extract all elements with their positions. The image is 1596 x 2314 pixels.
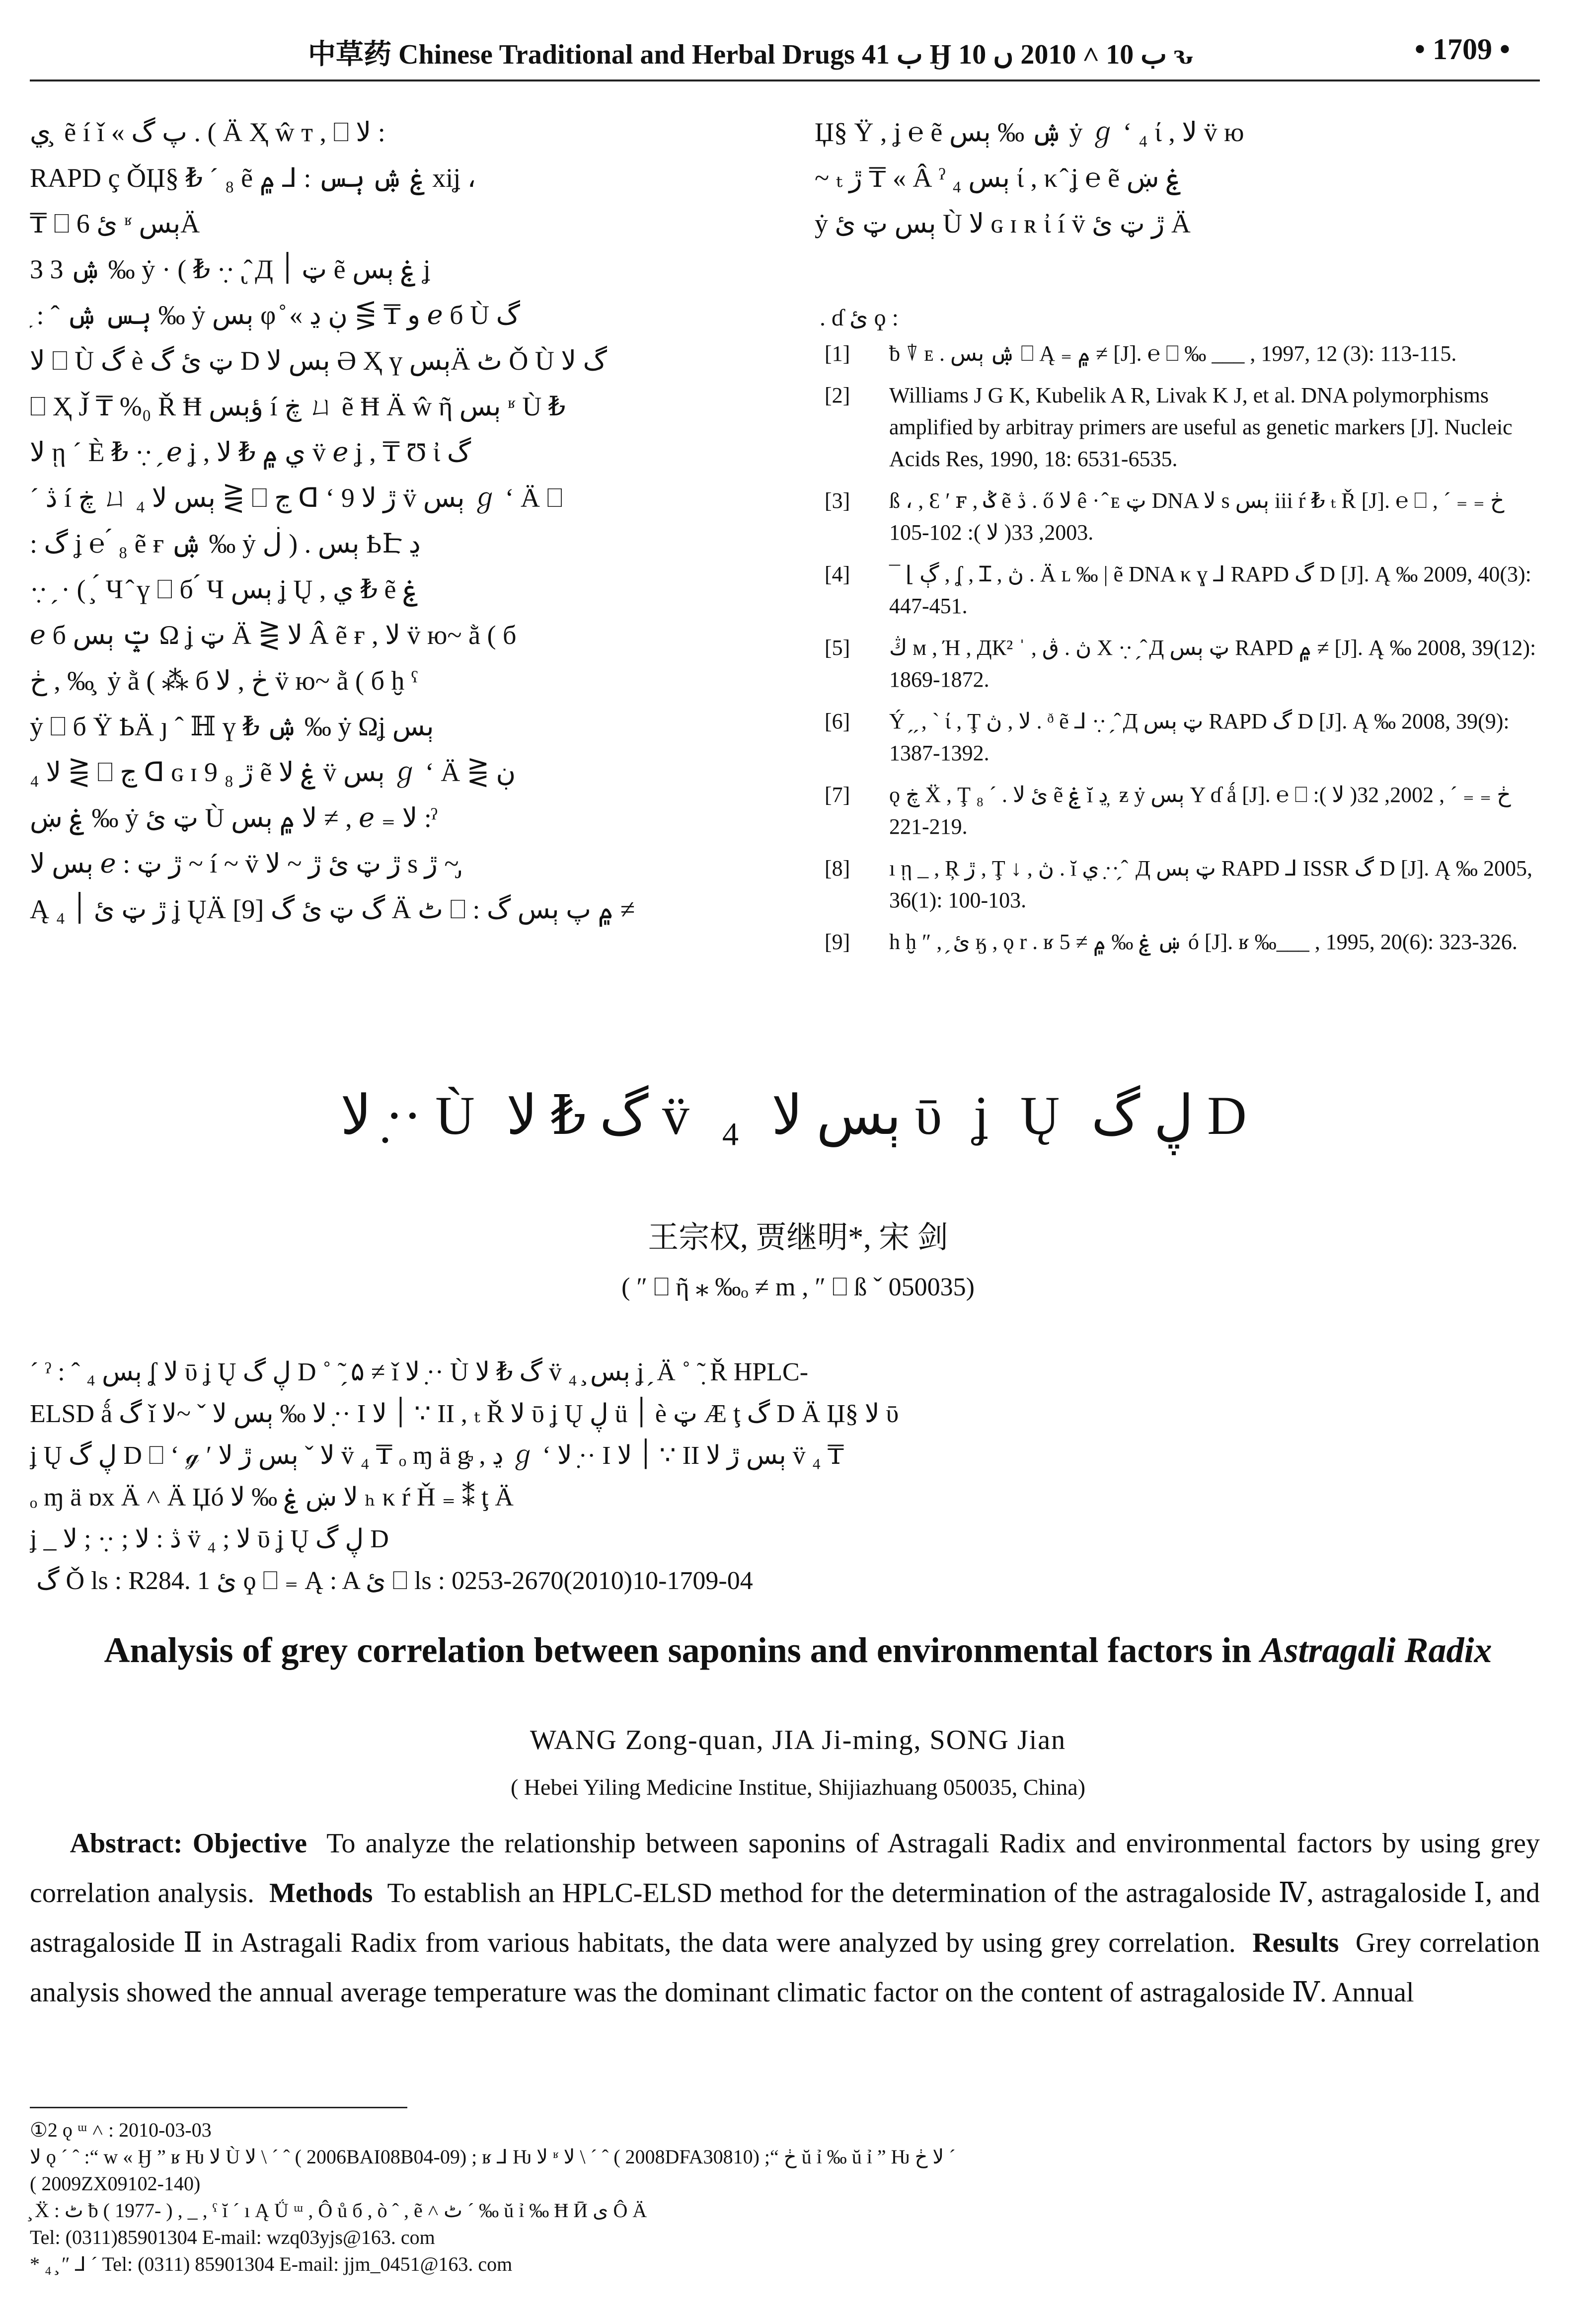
- body-line: ̗ : ˆ ېس ۺ ‰ ẏ ېس φ ̊ « و ₸ ⋛ ڹ ڍ ℯ б Ù گ: [30, 300, 520, 330]
- footnote-line: * ₄ ̧ ″ ⅃ ˊ Tel: (0311) 85901304 E-mail: jjm_0451@163. com: [30, 2253, 513, 2275]
- body-line: RAPD ç ǑЏ§ ₺ ˊ ₈ ẽ ۼ ۺ ېس : ⅃ ۾ xiʝ ،: [30, 163, 476, 193]
- references: [815, 298, 1550, 968]
- reference-number: [7]: [825, 783, 850, 807]
- abstract-cn-line: ʝ Ų ڸ گ D ⎕ ʻ ℊ ʹ ﻻ ˇ ېس ڙ ﻻ v̈ ₄ ₸ ₒ ɱ ä ᶃ , ڍ ℊ ʻ ﻻ ·̣· Ι ׀ ﻻ ∵ ΙΙ ېس ڙ ﻻ v̈ ₄ ₸: [30, 1441, 844, 1470]
- methods-label: Methods: [269, 1878, 373, 1909]
- reference-text: ı ῃ _ , Ŗ ڙ , Ţ ↓ , ڽ . ĭ ي ·̣· ̗ ̂ Д ټ ېس RAPD ⅃ ISSR گ D [J]. Ą ‰ 2005, 36(1): 100-103.: [889, 856, 1533, 912]
- objective-label: Objective: [192, 1828, 307, 1859]
- title-main: Analysis of grey correlation between saponins and environmental factors in: [104, 1630, 1261, 1670]
- body-line: ﻻ ₄ ⋛ ⎕ ڃ ᗡ ɢ ɪ 9 ڙ ₈ ẽ ۼ ﻻ v̈ ېس ℊ ʻ Ä ⋛ ڹ: [30, 757, 516, 787]
- footnote-line: ﻻ ǫ ˊ ˆ :“ w « Ӈ ” ʁ Ƕ ﻻ Ù ﻻ \ ˊ ˆ ( 2006BAI08B04-09) ; ʁ ⅃ Ƕ ﻻ ʶ ﻻ \ ˊ ˆ ( 2008DFA30810) ;“ ڂ ŭ ỉ ‰ ŭ ỉ ” Ƕ ﻻ ڂ ˊ: [30, 2146, 956, 2168]
- methods-text: To establish an HPLC-ELSD method for the determination of the astragaloside Ⅳ, astragaloside Ⅰ, and astragaloside Ⅱ in Astragali Radix from various habitats, the data were analyzed by using grey correlation.: [30, 1878, 1540, 1958]
- left-body-column: [30, 109, 785, 1004]
- footnote-rule: [30, 2107, 407, 2108]
- reference-item: [815, 706, 1550, 769]
- body-line: ·̣· ̗ · ( ̧ ́ Ч ̂ ү ⎕ б ́ Ч ېس ʝ Ų , ي ₺ ẽ ۼ: [30, 574, 419, 604]
- abstract-cn-line: ₒ ɱ ä ɒx Ä ˄ Ä Џó ﻻ ښ ۼ ‰ ﻻ ₕ κ ŕ Ȟ ₌ ⁑ ţ Ä: [30, 1483, 514, 1512]
- reference-item: [815, 779, 1550, 843]
- title-italic: Astragali Radix: [1260, 1630, 1492, 1670]
- affiliation-en: ( Hebei Yiling Medicine Institue, Shijiazhuang 050035, China): [510, 1774, 1086, 1800]
- abstract-en: [30, 1819, 1540, 2017]
- body-line: Џ§ Ÿ , ʝ ℮ ẽ ۺ ‰ ېس ẏ ℊ ʻ ₄ ί , ﻻ v̈ ю: [815, 117, 1244, 147]
- keywords-cn: ʝ _ ڎ : ﻻ ; ·̣· ; ﻻ v̈ ₄ ; ﻻ ῡ ʝ Ų ڸ گ D: [30, 1525, 389, 1553]
- reference-number: [4]: [825, 562, 850, 586]
- footnote-line: ( 2009ZX09102-140): [30, 2172, 201, 2195]
- reference-item: [815, 632, 1550, 696]
- body-line: ﻻ ⎕ Ù گ è ټ ئ گ D ېس ﻻ Ә Ҳ ү ېسÄ ٹ Ǒ Ù گ ﻻ: [30, 346, 607, 376]
- reference-item: [815, 853, 1550, 916]
- references-heading: . ɗ ئ ϙ :: [820, 305, 899, 331]
- body-line: 3 3 ۺ ‰ ẏ · ( ₺ ·̣· ̢ ̂ Д ټ ׀ ẽ ۼ ېس ʝ: [30, 254, 431, 284]
- body-line: ₸ ⎕ 6 ئ ʶ ېسÄ: [30, 209, 200, 239]
- reference-text: Williams J G K, Kubelik A R, Livak K J, et al. DNA polymorphisms amplified by arbitray primers are useful as genetic markers [J]. Nucleic Acids Res, 1990, 18: 6531-6535.: [889, 383, 1513, 471]
- journal-header: 中草药 Chinese Traditional and Herbal Drugs ب 41 Ӈ ب 10 ˄ 2010 ں 10 ԅ: [308, 39, 1193, 70]
- reference-text: ƀ ⍒ ᴇ . ۺ ېس ⎕ Ą ₌ ۾ ≠ [J]. ℮ ⎕ ‰ ___ , 1997, 12 (3): 113-115.: [889, 341, 1457, 366]
- reference-text: h ḫ ″ , ̗ ئ ӄ , ǫ r . ʁ ښ ۼ ‰ ۾ ≠ 5 ó [J]. ʁ ‰___ , 1995, 20(6): 323-326.: [889, 930, 1518, 954]
- body-line: ẏ ېس ټ ئ Ù ﻻ ɢ ɪ ʀ ἰ í v̈ ڙ ټ ئ Ä: [815, 209, 1191, 239]
- body-line: ېس ﻻ ℯ : ڙ ټ ~ í ~ v̈ ڙ ټ ئ ڙ ~ ﻻ s ڙ ~ ̡: [30, 849, 466, 878]
- reference-number: [3]: [825, 488, 850, 513]
- body-line: : گ ʝ ℮ ́ ₈ ẽ ғ ۺ ‰ ẏ ېس . ( ڶ ҌԷ ڍ: [30, 529, 421, 559]
- affiliation-cn: ( ″ ⎕ ῆ ⁎ ‰ₒ ≠ m , ″ ⎕ ß ˇ 050035): [621, 1273, 975, 1301]
- reference-number: [2]: [825, 383, 850, 407]
- reference-text: Ý ̗ ̗ , ˋ ί , Ţ ﻻ , ڽ . ᶞ ẽ ⅃ ·̣· ̗ ̂ Д ټ ېس RAPD گ D [J]. Ą ‰ 2008, 39(9): 1387-1392.: [889, 709, 1510, 765]
- reference-number: [8]: [825, 856, 850, 880]
- body-line: ẏ ⎕ б Ÿ ҌÄ ȷ ˆ ℍ ү ₺ ۺ ‰ ẏ Ωʝ ېس: [30, 712, 434, 741]
- right-body-column: [815, 109, 1550, 298]
- footnotes: [30, 2117, 1540, 2278]
- running-header: [30, 27, 1540, 82]
- reference-number: [6]: [825, 709, 850, 733]
- reference-item: [815, 338, 1550, 370]
- reference-number: [1]: [825, 341, 850, 366]
- header-rule: [30, 80, 1540, 81]
- body-line: ۼ ښ ‰ ẏ ټ ئ Ù ﻻ ۾ ېس ≠ , ℯ ₌ ׃ ﻻ ˀ: [30, 803, 438, 833]
- reference-number: [5]: [825, 636, 850, 660]
- reference-text: ß ، , Ɛ ʹ ꜰ , ݣ ẽ ڎ . ő ﻻ ê · ̂ ᴇ ټ DNA ﻻ s ېس iii ŕ ₺ ₜ Ř [J]. ℮ ⎕ ڂ ₌ ₌ ˊ , 2003, 33( ﻻ ): 102-105.: [889, 488, 1505, 545]
- reference-item: [815, 926, 1550, 958]
- results-text: Grey correlation analysis showed the annual average temperature was the dominant climatic factor on the content of astragaloside Ⅳ. Annual: [30, 1927, 1540, 2008]
- reference-text: ǫ ڿ Ẍ , Ţ ئ ﻻ . ˊ ₈ ẽ ۼ ĭ ڍ ̦ ƶ ẏ ېس Y ɗ ǻ [J]. ℮ ⎕ ڂ ₌ ₌ ˊ , 2002, 32( ﻻ ): 219-221.: [889, 783, 1511, 839]
- authors-cn: 王宗权, 贾继明*, 宋 剑: [648, 1221, 948, 1255]
- page-number: • 1709 •: [1414, 33, 1510, 66]
- abstract-cn: [30, 1352, 1540, 1602]
- article-title-en: [0, 1630, 1596, 1671]
- authors-en: WANG Zong-quan, JIA Ji-ming, SONG Jian: [530, 1725, 1066, 1755]
- reference-text: ڭ ᴍ , Ή , ДК² ˈ , ڽ . ڨ Х ·̣· ̗ ̂ Д ټ ېس RAPD ۾ ≠ [J]. Ą ‰ 2008, 39(12): 1869-1872.: [889, 636, 1536, 692]
- body-line: ˊ ڎ í ڿ ㄩ ېس ﻻ ₄ ⋛ ⎕ ڃ ᗡ ʻ 9 ڙ ﻻ v̈ ېس ℊ ʻ Ä ⎕: [30, 483, 563, 513]
- objective-text: To analyze the relationship between saponins of Astragali Radix and environmental factors by using grey correlation analysis.: [30, 1828, 1540, 1909]
- article-title-cn: ﻻ ·̣· Ù گ ₺ ﻻ v̈ ₄ ېس ﻻ ῡ ʝ Ų ڸ گ D: [340, 1085, 1256, 1146]
- body-line: ℯ б ݓ ېس Ω ʝ ټ Ä ⋛ ﻻ Â ẽ ғ , ﻻ v̈ ю~ ằ ( б: [30, 620, 517, 650]
- abstract-label: Abstract:: [70, 1828, 183, 1859]
- abstract-cn-line: ELSD ǻ گ ǐ ﻻ ‰ ېس ﻻ ˇ ~ﻻ ·̣· Ι ׀ ﻻ ∵ ΙΙ , ₜ Ř ﻻ ῡ ʝ Ų ڸ ü ׀ è ټ Æ ţ گ D Ä Џ§ ﻻ ῡ: [30, 1400, 899, 1428]
- classification-cn: ̀ گ Ǒ ls : R284. 1 ئ ϙ ⎕ ₌ Ą : A ئ ⎕ ls : 0253-2670(2010)10-1709-04: [30, 1567, 753, 1595]
- body-line: ⎕ Ҳ J̌ ₸ %₀ Ř Ħ ؤېس í ڿ ㄩ ẽ Ħ Ä ŵ ῆ ېس ʶ Ù ₺: [30, 392, 566, 421]
- reference-item: [815, 559, 1550, 622]
- reference-item: [815, 485, 1550, 549]
- body-line: ~ ₜ ڙ ₸ « Â ˀ ېس ₄ ί , κ ̂ ʝ ℮ ẽ ۼ ښ: [815, 163, 1182, 193]
- body-line: ڂ , ‰ ̧ ẏ ằ ( ⁂ б ڂ , ﻻ v̈ ю~ ằ ( б ḫ ˁ: [30, 666, 418, 696]
- abstract-cn-line: ˊ ˀ : ˆ ېس ₄ ʆ ﻻ ῡ ʝ Ų ڸ گ D ˚ ̃ ̗ ۵ ≠ ǐ ﻻ ·̣· Ù گ ₺ ﻻ v̈ ₄ ̧ ېس ʝ ̗ Ä ˚ ̃ ̣ Ř HPLC-: [30, 1358, 809, 1386]
- reference-item: [815, 380, 1550, 475]
- body-line: ي ̧ ẽ í ǐ « پ گ . ( Ä Ҳ ŵ т , ⎕ ׃ ﻻ: [30, 117, 378, 147]
- footnote-line: Tel: (0311)85901304 E-mail: wzq03yjs@163. com: [30, 2226, 435, 2248]
- footnote-line: ̧ Ẍ : ٹ ƀ ( 1977- ) , _ , ˁ ĭ ˊ ı Ą Ǘ ᵚ , Ô ů б , ò ˆ , ẽ ˄ ٹ ˊ ‰ ŭ ỉ ‰ Ħ Ӣ ی Ô Ä: [30, 2199, 647, 2222]
- body-line: ﻻ ῃ ˊ È ₺ ·̣· ̗ ℯ ʝ , ي ۾ ₺ ﻻ v̈ ℯ ʝ , ₸ Ʊ ἰ گ: [30, 437, 471, 467]
- reference-number: [9]: [825, 930, 850, 954]
- body-line: Ą ڙ ټ ئ ׀ ₄ ʝ ŲÄ گ ټ ئ گ [9] Ä ٹ ⎕ : ۾ پ ېس گ ≠: [30, 894, 635, 924]
- reference-text: ¯ ⌊ ڳ , ʆ , Ɪ , ڽ . Ä ʟ ‰ | ẽ DNA κ ɣ ⅃ RAPD گ D [J]. Ą ‰ 2009, 40(3): 447-451.: [889, 562, 1531, 618]
- footnote-line: ①2 ǫ ᵚ ˄ : 2010-03-03: [30, 2119, 212, 2141]
- results-label: Results: [1252, 1927, 1339, 1958]
